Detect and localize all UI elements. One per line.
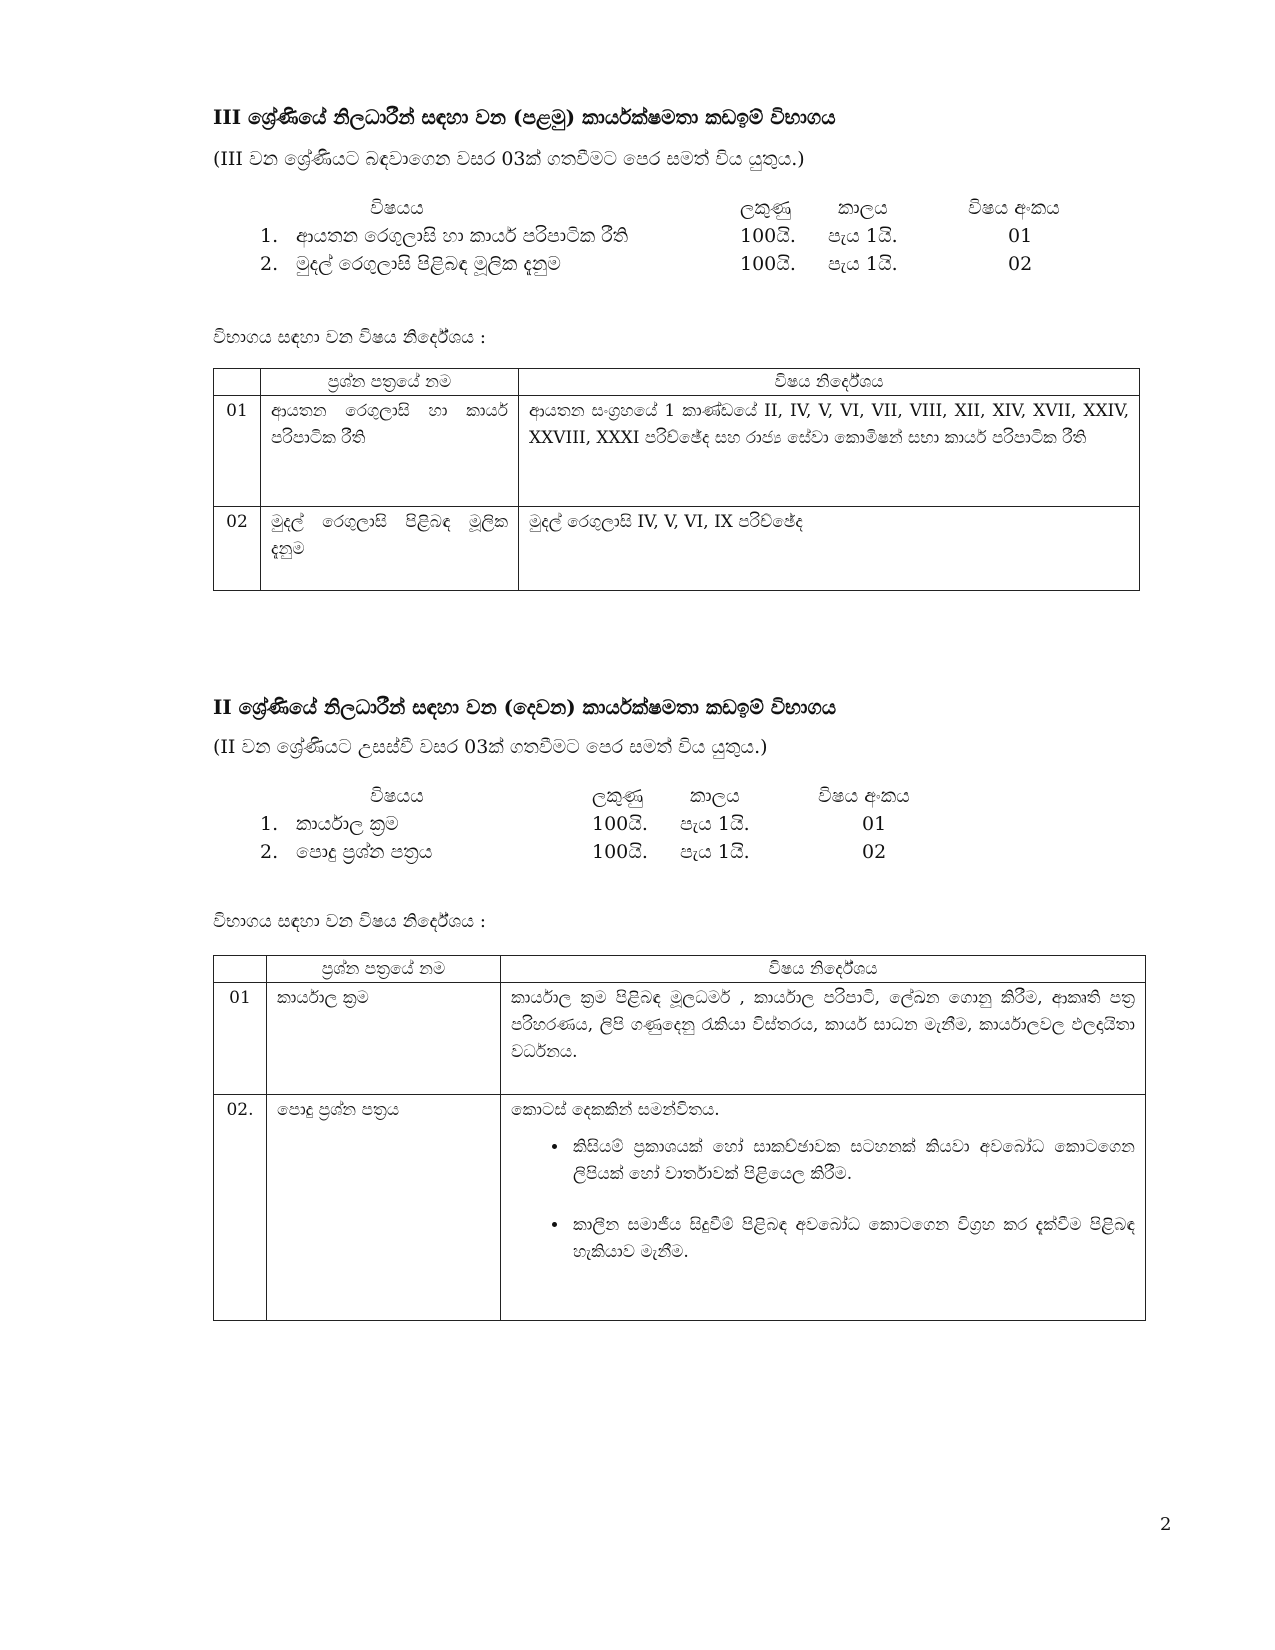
syllabus-bullet: • කිසියම් ප්‍රකාශයක් හෝ සාකච්ඡාවක සටහනක් කියවා අවබෝධ කොටගෙන ලිපියක් හෝ වාර්තාවක් පිළියෙල කිරීම. (569, 1134, 1135, 1188)
subject-number: 2. (260, 841, 279, 863)
subject-number: 1. (260, 813, 279, 835)
section2-title: II ශ්‍රේණියේ නිලධාරීන් සඳහා වන (දෙවන) කාර්යක්ෂමතා කඩඉම් විභාගය (213, 695, 837, 719)
header-syllabus: විෂය නිර්දේශය (501, 956, 1146, 983)
subject-marks: 100යි. (592, 813, 648, 835)
page-number: 2 (1160, 1514, 1172, 1535)
subject-row (260, 222, 1100, 250)
subject-name: කාර්යාල ක්‍රම (296, 813, 399, 835)
subject-code: 01 (862, 813, 887, 835)
table-header-row (214, 956, 1146, 983)
subject-number: 2. (260, 253, 279, 275)
subject-code: 02 (862, 841, 887, 863)
syllabus-bullet: • කාලීන සමාජීය සිදුවීම් පිළිබඳ අවබෝධ කොටගෙන විග්‍රහ කර දැක්වීම පිළිබඳ හැකියාව මැනීම. (569, 1212, 1135, 1266)
subject-time: පැය 1යි. (680, 813, 750, 835)
paper-syllabus: ආයතන සංග්‍රහයේ 1 කාණ්ඩයේ II, IV, V, VI, VII, VIII, XII, XIV, XVII, XXIV, XXVIII, XXXI පරිච්ඡේද සහ රාජ්‍ය සේවා කොමිෂන් සභා කාර්ය පරිපාටික රීති (519, 396, 1140, 507)
subject-row (260, 250, 1100, 278)
section1-syllabus-label: විභාගය සඳහා වන විෂය නිර්දේශය : (213, 327, 486, 348)
header-no (214, 956, 267, 983)
subject-marks: 100යි. (740, 253, 796, 275)
section1-syllabus-table (213, 368, 1140, 591)
subject-number: 1. (260, 225, 279, 247)
header-marks: ලකුණු (740, 197, 792, 219)
paper-number: 01 (214, 983, 267, 1095)
paper-name: කාර්යාල ක්‍රම (267, 983, 501, 1095)
header-paper-name: ප්‍රශ්න පත්‍රයේ නම (267, 956, 501, 983)
subject-list-header (260, 782, 960, 810)
header-time: කාලය (838, 197, 888, 219)
subject-row (260, 838, 960, 866)
paper-syllabus: කොටස් දෙකකින් සමන්විතය. (511, 1100, 720, 1120)
table-row (214, 396, 1140, 507)
header-subject: විෂයය (370, 197, 424, 219)
paper-number: 02. (214, 1095, 267, 1321)
section2-syllabus-table (213, 955, 1146, 1321)
header-code: විෂය අංකය (818, 785, 910, 807)
table-header-row (214, 369, 1140, 396)
subject-list-header (260, 194, 1100, 222)
header-marks: ලකුණු (592, 785, 644, 807)
header-paper-name: ප්‍රශ්න පත්‍රයේ නම (261, 369, 519, 396)
subject-time: පැය 1යි. (828, 225, 898, 247)
header-no (214, 369, 261, 396)
subject-marks: 100යි. (740, 225, 796, 247)
header-time: කාලය (690, 785, 740, 807)
subject-time: පැය 1යි. (828, 253, 898, 275)
paper-number: 02 (214, 507, 261, 591)
subject-row (260, 810, 960, 838)
paper-name: මුදල් රෙගුලාසි පිළිබඳ මූලික දැනුම (261, 507, 519, 591)
section1-note: (III වන ශ්‍රේණියට බඳවාගෙන වසර 03ක් ගතවීමට පෙර සමත් විය යුතුය.) (213, 148, 805, 170)
paper-syllabus: කාර්යාල ක්‍රම පිළිබඳ මූලධර්ම , කාර්යාල පරිපාටි, ලේඛන ගොනු කිරීම, ආකෘති පත්‍ර පරිහරණය, ලිපි ගණුදෙනු රැකියා විස්තරය, කාර්ය සාධන මැනීම, කාර්යාලවල ඵලදායිතා වර්ධනය. (501, 983, 1146, 1095)
section2-syllabus-label: විභාගය සඳහා වන විෂය නිර්දේශය : (213, 911, 486, 932)
paper-syllabus-cell (501, 1095, 1146, 1321)
header-syllabus: විෂය නිර්දේශය (519, 369, 1140, 396)
header-subject: විෂයය (370, 785, 424, 807)
paper-number: 01 (214, 396, 261, 507)
subject-time: පැය 1යි. (680, 841, 750, 863)
section2-subject-list (260, 782, 960, 866)
subject-code: 01 (1008, 225, 1033, 247)
subject-code: 02 (1008, 253, 1033, 275)
subject-name: ආයතන රෙගුලාසි හා කාර්ය පරිපාටික රීති (296, 225, 629, 247)
table-row (214, 507, 1140, 591)
subject-marks: 100යි. (592, 841, 648, 863)
section1-subject-list (260, 194, 1100, 278)
section1-title: III ශ්‍රේණියේ නිලධාරීන් සඳහා වන (පළමු) කාර්යක්ෂමතා කඩඉම් විභාගය (213, 105, 836, 129)
paper-name: ආයතන රෙගුලාසි හා කාර්ය පරිපාටික රීති (261, 396, 519, 507)
table-row (214, 983, 1146, 1095)
section2-note: (II වන ශ්‍රේණියට උසස්වී වසර 03ක් ගතවීමට පෙර සමත් විය යුතුය.) (213, 736, 768, 758)
syllabus-bullet-list (511, 1134, 1135, 1266)
table-row (214, 1095, 1146, 1321)
header-code: විෂය අංකය (968, 197, 1060, 219)
subject-name: පොදු ප්‍රශ්න පත්‍රය (296, 841, 433, 863)
subject-name: මුදල් රෙගුලාසි පිළිබඳ මූලික දැනුම (296, 253, 561, 275)
paper-name: පොදු ප්‍රශ්න පත්‍රය (267, 1095, 501, 1321)
paper-syllabus: මුදල් රෙගුලාසි IV, V, VI, IX පරිච්ඡේද (519, 507, 1140, 591)
